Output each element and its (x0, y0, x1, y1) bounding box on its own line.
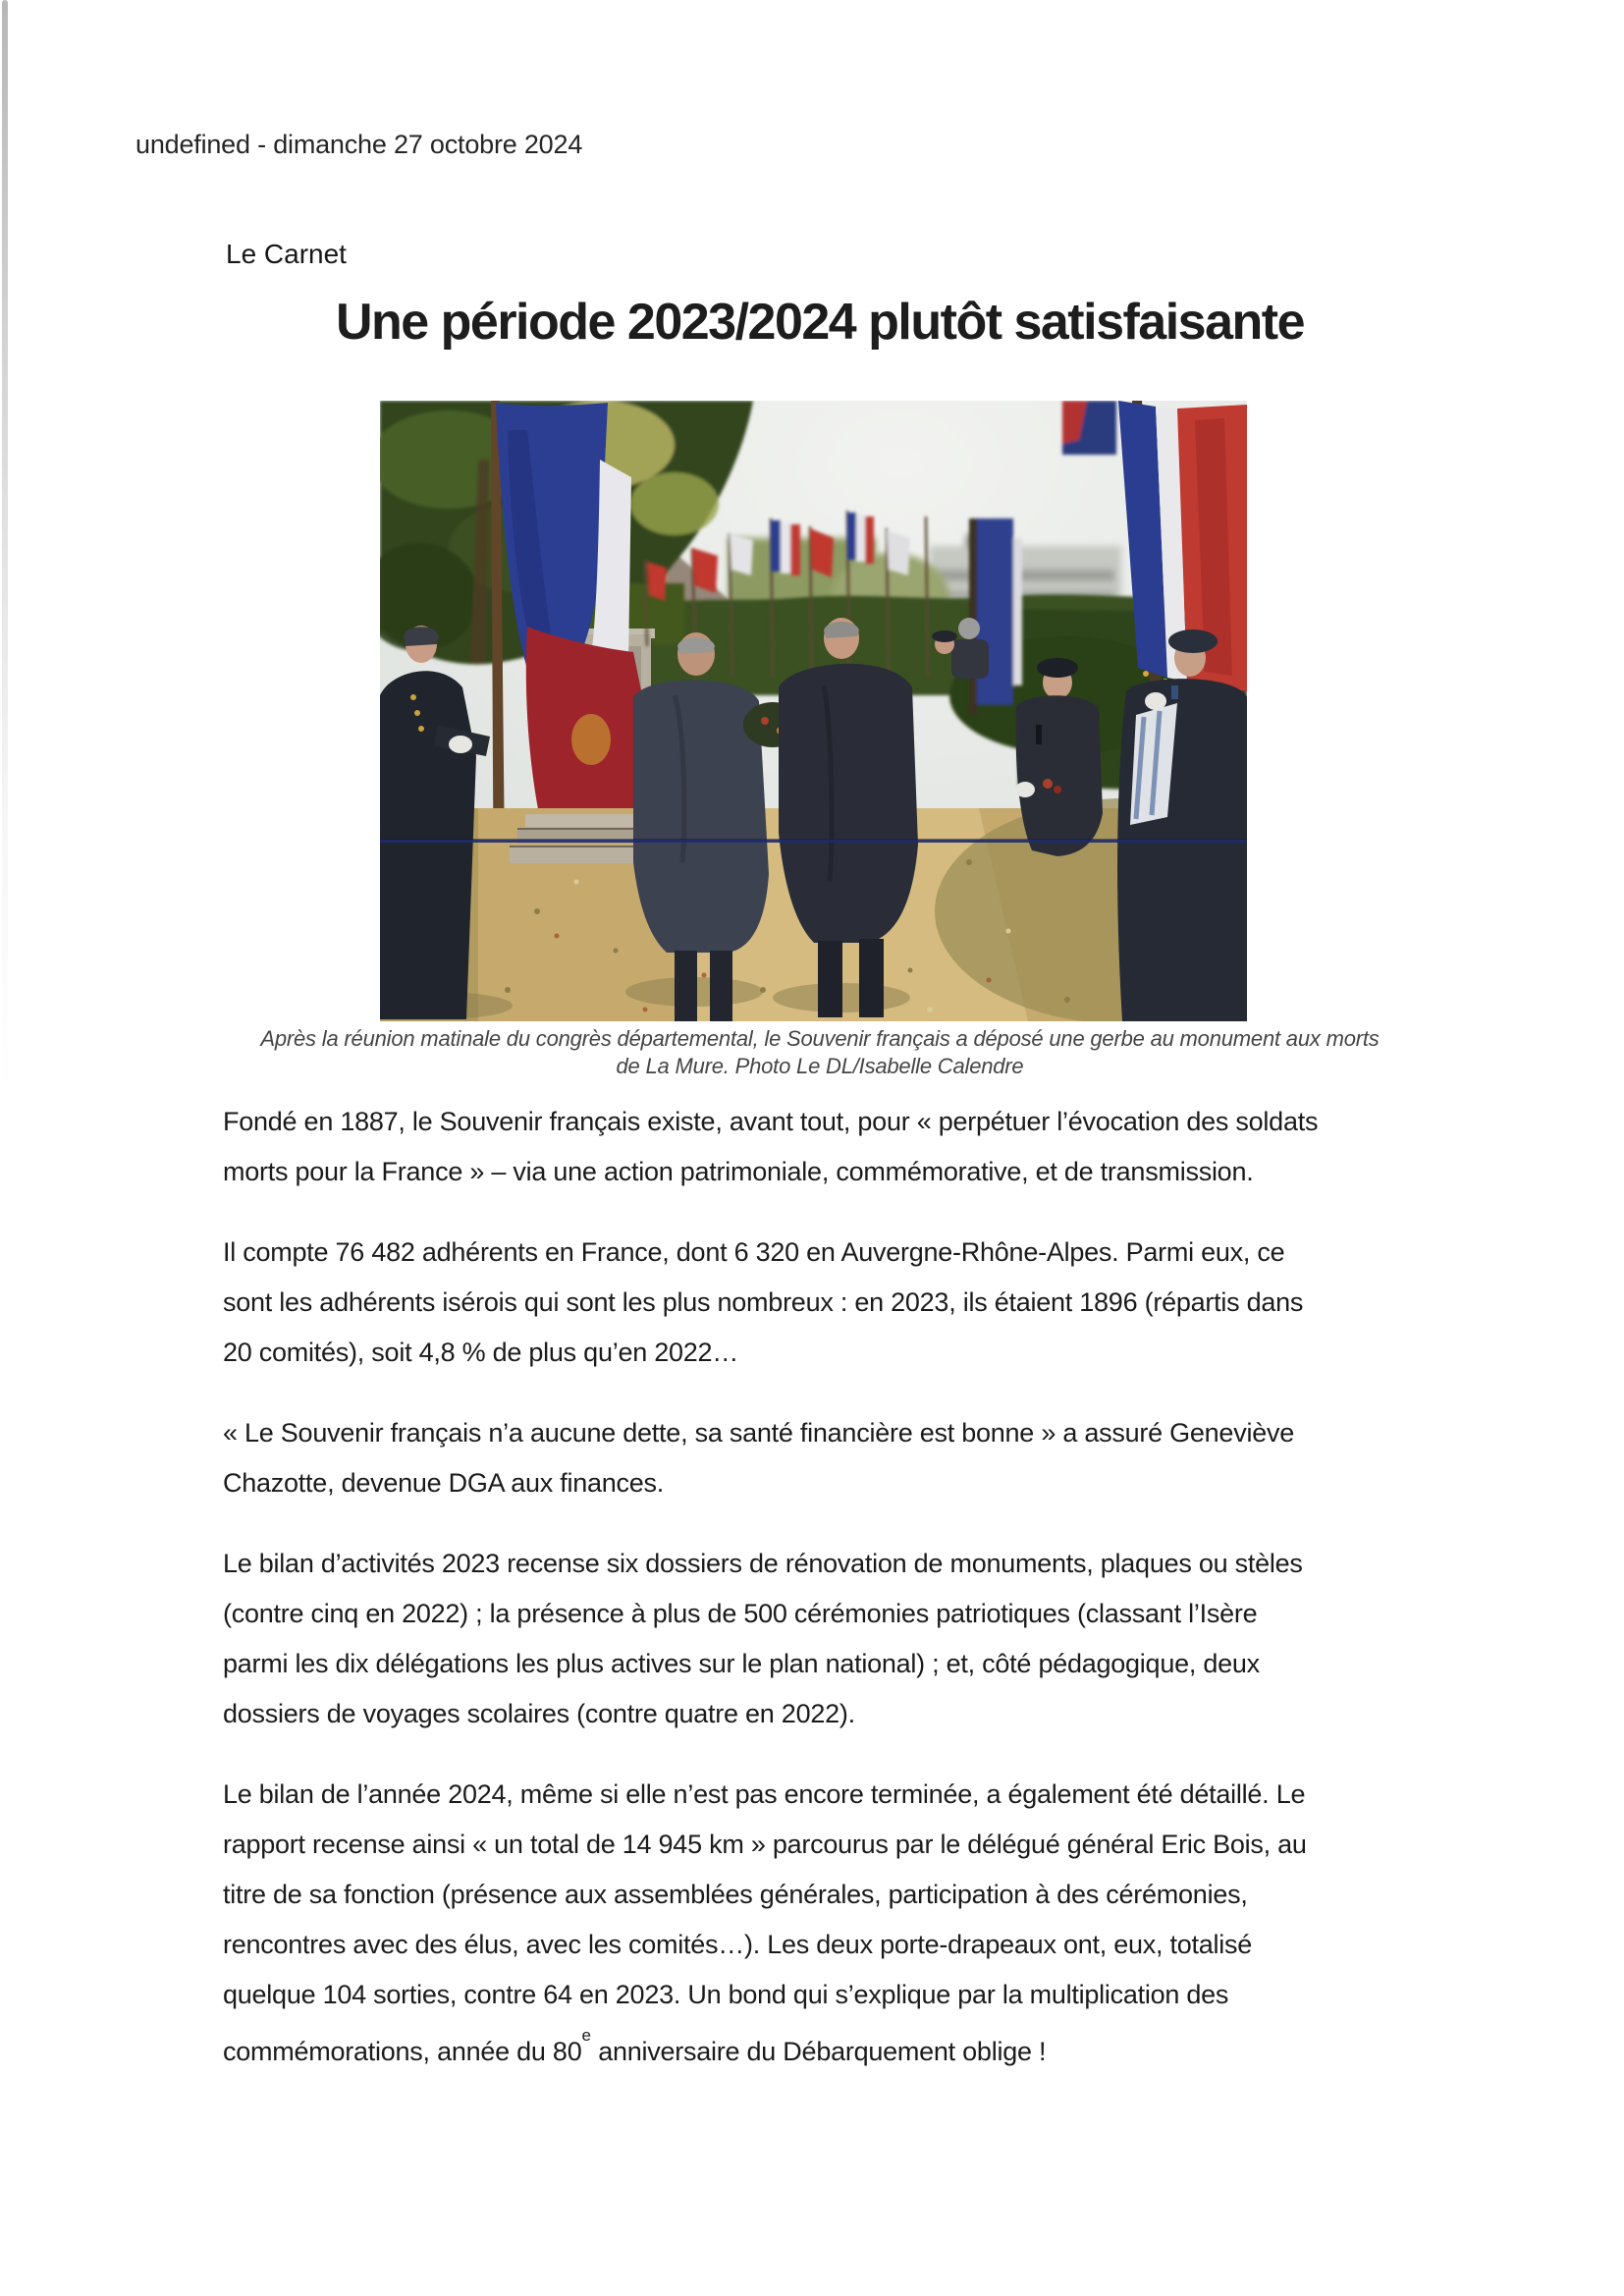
text-line: quelque 104 sorties, contre 64 en 2023. Un bond qui s’explique par la multiplication des (223, 1980, 1229, 2009)
text-line: parmi les dix délégations les plus actives sur le plan national) ; et, côté pédagogique, deux (223, 1649, 1260, 1678)
text-line: 20 comités), soit 4,8 % de plus qu’en 2022… (223, 1338, 739, 1367)
text-line: Le bilan d’activités 2023 recense six dossiers de rénovation de monuments, plaques ou stèles (223, 1549, 1303, 1578)
text-line: dossiers de voyages scolaires (contre quatre en 2022). (223, 1699, 855, 1728)
photo-caption-line-2: de La Mure. Photo Le DL/Isabelle Calendre (616, 1054, 1024, 1078)
text-line: morts pour la France » – via une action patrimoniale, commémorative, et de transmission. (223, 1157, 1254, 1186)
text-line: Le bilan de l’année 2024, même si elle n’est pas encore terminée, a également été détaillé. Le (223, 1779, 1306, 1809)
scan-artifact-streak (2, 0, 8, 1095)
photo-scan-line (380, 840, 1247, 843)
text-line: (contre cinq en 2022) ; la présence à plus de 500 cérémonies patriotiques (classant l’Isère (223, 1599, 1258, 1628)
superscript-e: e (581, 2026, 591, 2045)
text-line: rencontres avec des élus, avec les comités…). Les deux porte-drapeaux ont, eux, totalisé (223, 1930, 1253, 1959)
paragraph-2 (223, 1228, 1318, 1378)
ceremony-photo (380, 401, 1247, 1021)
text-segment: commémorations, année du 80 (223, 2037, 582, 2066)
text-line: « Le Souvenir français n’a aucune dette, sa santé financière est bonne » a assuré Geneviève (223, 1418, 1294, 1448)
paragraph-3 (223, 1408, 1318, 1508)
article-body (223, 1097, 1318, 2107)
paragraph-1 (223, 1097, 1318, 1197)
text-line: titre de sa fonction (présence aux assemblées générales, participation à des cérémonies, (223, 1880, 1248, 1909)
text-line: rapport recense ainsi « un total de 14 945 km » parcourus par le délégué général Eric Bois, au (223, 1830, 1307, 1859)
text-line: Fondé en 1887, le Souvenir français existe, avant tout, pour « perpétuer l’évocation des soldats (223, 1107, 1319, 1136)
section-kicker: Le Carnet (226, 239, 347, 269)
text-line: Il compte 76 482 adhérents en France, dont 6 320 en Auvergne-Rhône-Alpes. Parmi eux, ce (223, 1237, 1285, 1267)
article-title: Une période 2023/2024 plutôt satisfaisante (335, 294, 1305, 351)
photo-caption (210, 1025, 1430, 1080)
text-segment: anniversaire du Débarquement oblige ! (590, 2037, 1047, 2066)
text-line: Chazotte, devenue DGA aux finances. (223, 1468, 665, 1498)
paragraph-4 (223, 1539, 1318, 1739)
text-line-with-superscript (223, 2020, 1318, 2077)
text-line: sont les adhérents isérois qui sont les plus nombreux : en 2023, ils étaient 1896 (répartis dans (223, 1287, 1304, 1317)
paragraph-5 (223, 1770, 1318, 2077)
page-dateline: undefined - dimanche 27 octobre 2024 (135, 130, 583, 159)
photo-caption-line-1: Après la réunion matinale du congrès départemental, le Souvenir français a déposé une gerbe au monument aux morts (260, 1026, 1380, 1051)
